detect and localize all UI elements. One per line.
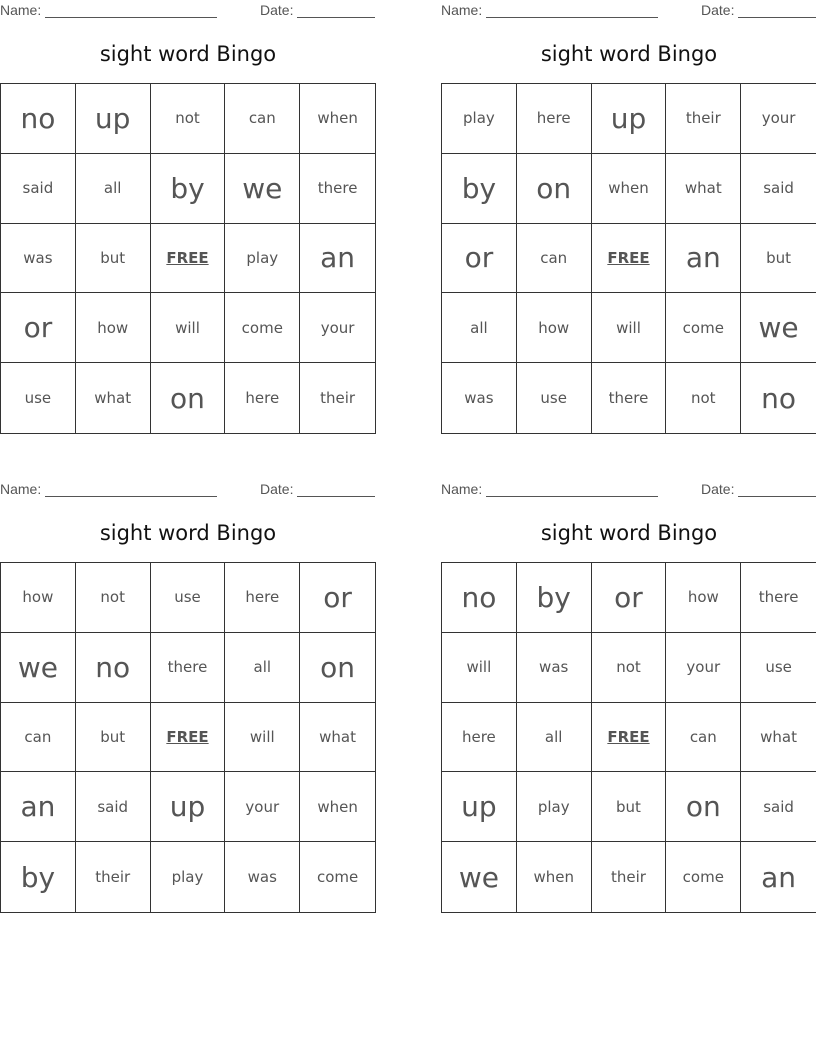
bingo-cell: their — [76, 842, 151, 912]
bingo-cell: or — [592, 563, 667, 633]
date-blank-line — [738, 17, 816, 18]
bingo-cell: there — [300, 154, 375, 224]
date-label: Date: — [260, 481, 294, 497]
bingo-cell: what — [300, 703, 375, 773]
bingo-cell: but — [741, 224, 816, 294]
bingo-cell: said — [741, 772, 816, 842]
bingo-cell: we — [741, 293, 816, 363]
bingo-cell: no — [76, 633, 151, 703]
bingo-cell: come — [316, 868, 359, 887]
bingo-cell: up — [592, 84, 667, 154]
bingo-cell: said — [76, 772, 151, 842]
bingo-cell: an — [666, 224, 741, 294]
bingo-cell: there — [741, 563, 816, 633]
bingo-cell: here — [442, 703, 517, 773]
bingo-cell: not — [76, 563, 151, 633]
card-title: sight word Bingo — [540, 42, 718, 66]
bingo-cell: their — [320, 389, 356, 408]
date-blank-line — [297, 17, 375, 18]
bingo-grid — [0, 562, 376, 913]
bingo-grid — [441, 562, 816, 913]
bingo-cell: play — [151, 842, 226, 912]
name-label: Name: — [0, 481, 42, 497]
date-blank-line — [738, 496, 816, 497]
date-label: Date: — [260, 2, 294, 18]
bingo-cell: how — [517, 293, 592, 363]
bingo-cell: play — [225, 224, 300, 294]
bingo-grid — [0, 83, 376, 434]
bingo-cell: can — [1, 703, 76, 773]
card-title: sight word Bingo — [540, 521, 718, 545]
free-space-cell: FREE — [592, 703, 667, 773]
bingo-cell: play — [517, 772, 592, 842]
bingo-cell: on — [666, 772, 741, 842]
date-blank-line — [297, 496, 375, 497]
bingo-cell: no — [1, 84, 76, 154]
card-title: sight word Bingo — [99, 521, 277, 545]
bingo-cell: can — [225, 84, 300, 154]
bingo-cell: up — [76, 84, 151, 154]
bingo-cell: what — [76, 363, 151, 433]
bingo-cell: on — [300, 633, 375, 703]
bingo-cell: we — [442, 842, 517, 912]
bingo-cell: play — [442, 84, 517, 154]
bingo-cell: come — [225, 293, 300, 363]
date-label: Date: — [701, 2, 735, 18]
bingo-cell: we — [1, 633, 76, 703]
bingo-cell: will — [225, 703, 300, 773]
bingo-cell: an — [300, 224, 375, 294]
bingo-cell: by — [151, 154, 226, 224]
bingo-cell: on — [517, 154, 592, 224]
bingo-cell: can — [666, 703, 741, 773]
bingo-cell: or — [300, 563, 375, 633]
bingo-cell: up — [442, 772, 517, 842]
bingo-cell: not — [666, 363, 741, 433]
bingo-cell: your — [741, 84, 816, 154]
bingo-cell: when — [300, 84, 375, 154]
bingo-cell: said — [1, 154, 76, 224]
bingo-grid — [441, 83, 816, 434]
bingo-cell: when — [300, 772, 375, 842]
bingo-cell: your — [666, 633, 741, 703]
bingo-cell: all — [517, 703, 592, 773]
bingo-cell: but — [592, 772, 667, 842]
bingo-cell: will — [151, 293, 226, 363]
bingo-cell: when — [517, 842, 592, 912]
bingo-cell: use — [741, 633, 816, 703]
bingo-cell: use — [151, 563, 226, 633]
bingo-cell: will — [442, 633, 517, 703]
bingo-cell: can — [517, 224, 592, 294]
name-blank-line — [486, 496, 658, 497]
name-date-header — [441, 2, 816, 20]
bingo-cell: or — [442, 224, 517, 294]
name-label: Name: — [441, 2, 483, 18]
bingo-cell: all — [76, 154, 151, 224]
bingo-cell: was — [517, 633, 592, 703]
bingo-cell: up — [151, 772, 226, 842]
bingo-cell: but — [76, 224, 151, 294]
bingo-cell: we — [225, 154, 300, 224]
bingo-cell: when — [592, 154, 667, 224]
bingo-card — [0, 0, 376, 440]
name-blank-line — [45, 17, 217, 18]
card-title: sight word Bingo — [99, 42, 277, 66]
bingo-cell: by — [442, 154, 517, 224]
bingo-cell: by — [517, 563, 592, 633]
bingo-cell: all — [442, 293, 517, 363]
bingo-cell: an — [1, 772, 76, 842]
bingo-cell: use — [517, 363, 592, 433]
bingo-cell: how — [666, 563, 741, 633]
bingo-cell: come — [666, 293, 741, 363]
bingo-cell: here — [517, 84, 592, 154]
bingo-cell: all — [225, 633, 300, 703]
bingo-cell: here — [225, 363, 300, 433]
date-label: Date: — [701, 481, 735, 497]
bingo-cell: an — [761, 860, 797, 894]
bingo-cell: what — [741, 703, 816, 773]
bingo-card — [441, 0, 816, 440]
bingo-cell: your — [225, 772, 300, 842]
name-label: Name: — [0, 2, 42, 18]
bingo-cell: by — [1, 842, 76, 912]
bingo-cell: how — [76, 293, 151, 363]
bingo-cell: was — [225, 842, 300, 912]
free-space-cell: FREE — [151, 224, 226, 294]
free-space-cell: FREE — [592, 224, 667, 294]
name-date-header — [441, 481, 816, 499]
bingo-cell: on — [151, 363, 226, 433]
bingo-cell: was — [442, 363, 517, 433]
bingo-cell: use — [1, 363, 76, 433]
bingo-cell: said — [741, 154, 816, 224]
bingo-cell: their — [592, 842, 667, 912]
name-blank-line — [486, 17, 658, 18]
bingo-cell: not — [151, 84, 226, 154]
bingo-cell: there — [592, 363, 667, 433]
bingo-cell: come — [666, 842, 741, 912]
name-date-header — [0, 2, 376, 20]
name-blank-line — [45, 496, 217, 497]
free-space-cell: FREE — [151, 703, 226, 773]
bingo-cell: or — [1, 293, 76, 363]
bingo-cell: what — [666, 154, 741, 224]
bingo-cell: but — [76, 703, 151, 773]
bingo-cell: there — [151, 633, 226, 703]
bingo-cell: your — [300, 293, 375, 363]
bingo-cell: how — [1, 563, 76, 633]
bingo-card — [0, 479, 376, 919]
bingo-card — [441, 479, 816, 919]
bingo-cell: will — [592, 293, 667, 363]
bingo-cell: not — [592, 633, 667, 703]
bingo-cell: here — [225, 563, 300, 633]
bingo-cell: no — [761, 381, 797, 415]
bingo-cell: their — [666, 84, 741, 154]
bingo-cell: no — [442, 563, 517, 633]
name-date-header — [0, 481, 376, 499]
bingo-cell: was — [1, 224, 76, 294]
name-label: Name: — [441, 481, 483, 497]
